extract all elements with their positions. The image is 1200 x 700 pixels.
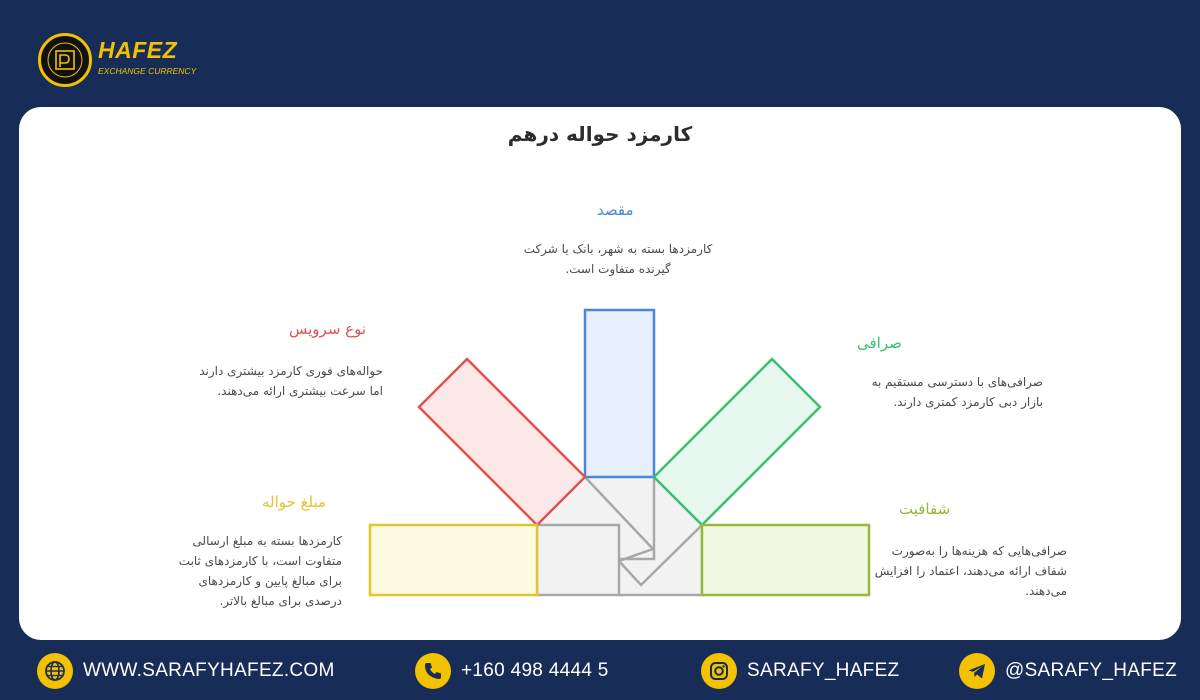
petal-transparency [702, 525, 869, 595]
petal-service-type [419, 359, 585, 525]
petal-destination [585, 310, 654, 477]
label-service-type: نوع سرویس [289, 320, 367, 338]
desc-destination: کارمزدها بسته به شهر، بانک یا شرکت گیرنده متفاوت است. [523, 242, 713, 276]
brand [38, 33, 197, 91]
label-exchange: صرافی [857, 334, 902, 352]
footer-instagram[interactable] [701, 653, 899, 689]
page-title: کارمزد حواله درهم [507, 122, 693, 146]
website-text: WWW.SARAFYHAFEZ.COM [83, 660, 335, 681]
desc-transparency: صرافی‌هایی که هزینه‌ها را به‌صورت شفاف ارائه می‌دهند، اعتماد را افزایش می‌دهند. [874, 544, 1067, 598]
petal-exchange [654, 359, 820, 525]
desc-service-type: حواله‌های فوری کارمزد بیشتری دارند اما سرعت بیشتری ارائه می‌دهند. [199, 364, 383, 398]
telegram-text: @SARAFY_HAFEZ [1005, 660, 1178, 681]
label-transparency: شفافیت [899, 500, 951, 518]
contact-footer [0, 645, 1200, 700]
petal-amount [370, 525, 537, 595]
instagram-text: SARAFY_HAFEZ [747, 660, 900, 681]
brand-subtitle: EXCHANGE CURRENCY [98, 66, 197, 76]
footer-telegram[interactable] [959, 653, 1177, 689]
footer-phone[interactable] [415, 653, 609, 689]
telegram-icon [959, 653, 995, 689]
desc-amount: کارمزدها بسته به مبلغ ارسالی متفاوت است، با کارمزدهای ثابت برای مبالغ پایین و کارمزدهای درصدی برای مبالغ بالاتر. [178, 534, 342, 608]
label-amount: مبلغ حواله [262, 493, 327, 511]
phone-icon [415, 653, 451, 689]
footer-website[interactable] [37, 653, 335, 689]
label-destination: مقصد [597, 201, 634, 219]
phone-text: +160 498 4444 5 [461, 660, 609, 681]
desc-exchange: صرافی‌های با دسترسی مستقیم به بازار دبی کارمزد کمتری دارند. [871, 375, 1043, 409]
brand-name: HAFEZ [98, 37, 178, 63]
brand-logo-icon [38, 33, 92, 87]
content-card [19, 107, 1181, 640]
globe-icon [37, 653, 73, 689]
instagram-icon [701, 653, 737, 689]
